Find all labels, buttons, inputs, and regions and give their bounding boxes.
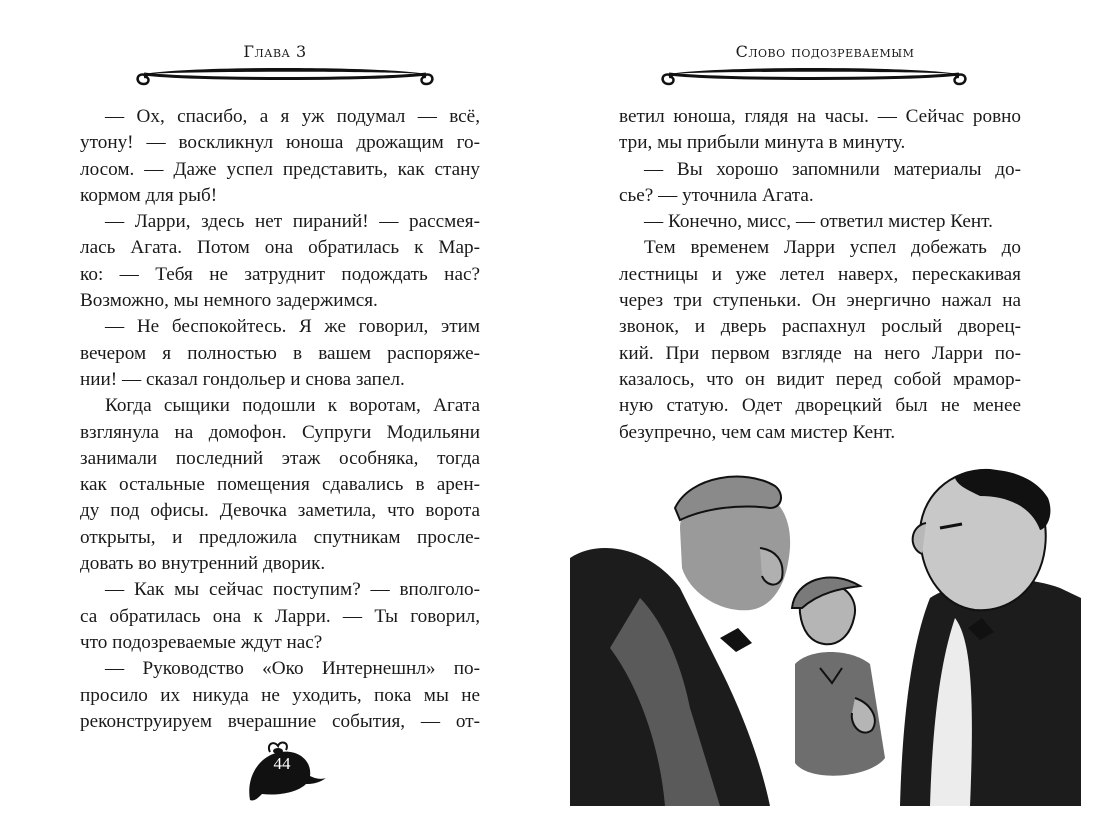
text-line: кий. При первом взгляде на него Ларри по-	[619, 342, 1021, 364]
text-line: кормом для рыб!	[80, 184, 218, 206]
running-head-right: Слово подозреваемым	[735, 42, 915, 61]
right-page	[550, 0, 1100, 825]
right-body-text	[619, 104, 1021, 446]
text-line: как остальные помещения сдавались в арен-	[80, 474, 480, 496]
text-line: Тем временем Ларри успел добежать до	[644, 237, 1021, 259]
text-line: сье? — уточнила Агата.	[619, 184, 814, 206]
text-line: Когда сыщики подошли к воротам, Агата	[105, 395, 480, 417]
text-line: три, мы прибыли минута в минуту.	[619, 132, 906, 154]
ornament-divider-left	[130, 62, 440, 92]
text-line: — Руководство «Око Интернешнл» по-	[105, 658, 480, 680]
text-line: звонок, и дверь распахнул рослый дворец-	[619, 316, 1021, 338]
page-number: 44	[273, 754, 291, 773]
text-line: казалось, что он видит перед собой мрамор-	[619, 368, 1021, 390]
text-line: лась Агата. Потом она обратилась к Мар-	[80, 237, 480, 259]
text-line: лосом. — Даже успел представить, как стану	[80, 158, 480, 180]
text-line: довать во внутренний дворик.	[80, 553, 326, 575]
text-line: просило их никуда не уходить, пока мы не	[80, 684, 480, 706]
text-line: вечером я полностью в вашем распоряже-	[80, 342, 480, 364]
left-body-text	[80, 104, 480, 735]
page-number-badge	[240, 738, 330, 808]
text-line: — Ларри, здесь нет пираний! — рассмея-	[105, 211, 480, 233]
text-line: нии! — сказал гондольер и снова запел.	[80, 368, 405, 390]
ornament-divider-right	[655, 62, 973, 92]
text-line: Возможно, мы немного задержимся.	[80, 290, 378, 312]
running-head-left: Глава 3	[243, 42, 307, 61]
text-line: — Ох, спасибо, а я уж подумал — всё,	[105, 106, 480, 127]
text-line: взглянула на домофон. Супруги Модильяни	[80, 421, 480, 443]
text-line: — Не беспокойтесь. Я же говорил, этим	[105, 316, 480, 338]
text-line: через три ступеньки. Он энергично нажал на	[619, 290, 1021, 312]
text-line: утону! — воскликнул юноша дрожащим го-	[80, 132, 480, 154]
text-line: реконструируем вчерашние события, — от-	[80, 710, 480, 732]
text-line: безупречно, чем сам мистер Кент.	[619, 421, 896, 443]
text-line: — Конечно, мисс, — ответил мистер Кент.	[644, 211, 993, 233]
text-line: ко: — Тебя не затруднит подождать нас?	[80, 263, 480, 285]
text-line: — Как мы сейчас поступим? — вполголо-	[105, 579, 480, 601]
text-line: ду под офисы. Девочка заметила, что ворота	[80, 500, 480, 522]
text-line: — Вы хорошо запомнили материалы до-	[644, 158, 1021, 180]
illustration-detectives	[570, 468, 1081, 806]
text-line: лестницы и уже летел наверх, перескакивая	[619, 263, 1021, 285]
text-line: открыты, и предложила спутникам просле-	[80, 526, 480, 548]
text-line: ную статую. Одет дворецкий был не менее	[619, 395, 1021, 417]
text-line: что подозреваемые ждут нас?	[80, 631, 323, 653]
text-line: занимали последний этаж особняка, тогда	[80, 447, 480, 469]
text-line: ветил юноша, глядя на часы. — Сейчас ровно	[619, 106, 1021, 127]
text-line: са обратилась она к Ларри. — Ты говорил,	[80, 605, 480, 627]
